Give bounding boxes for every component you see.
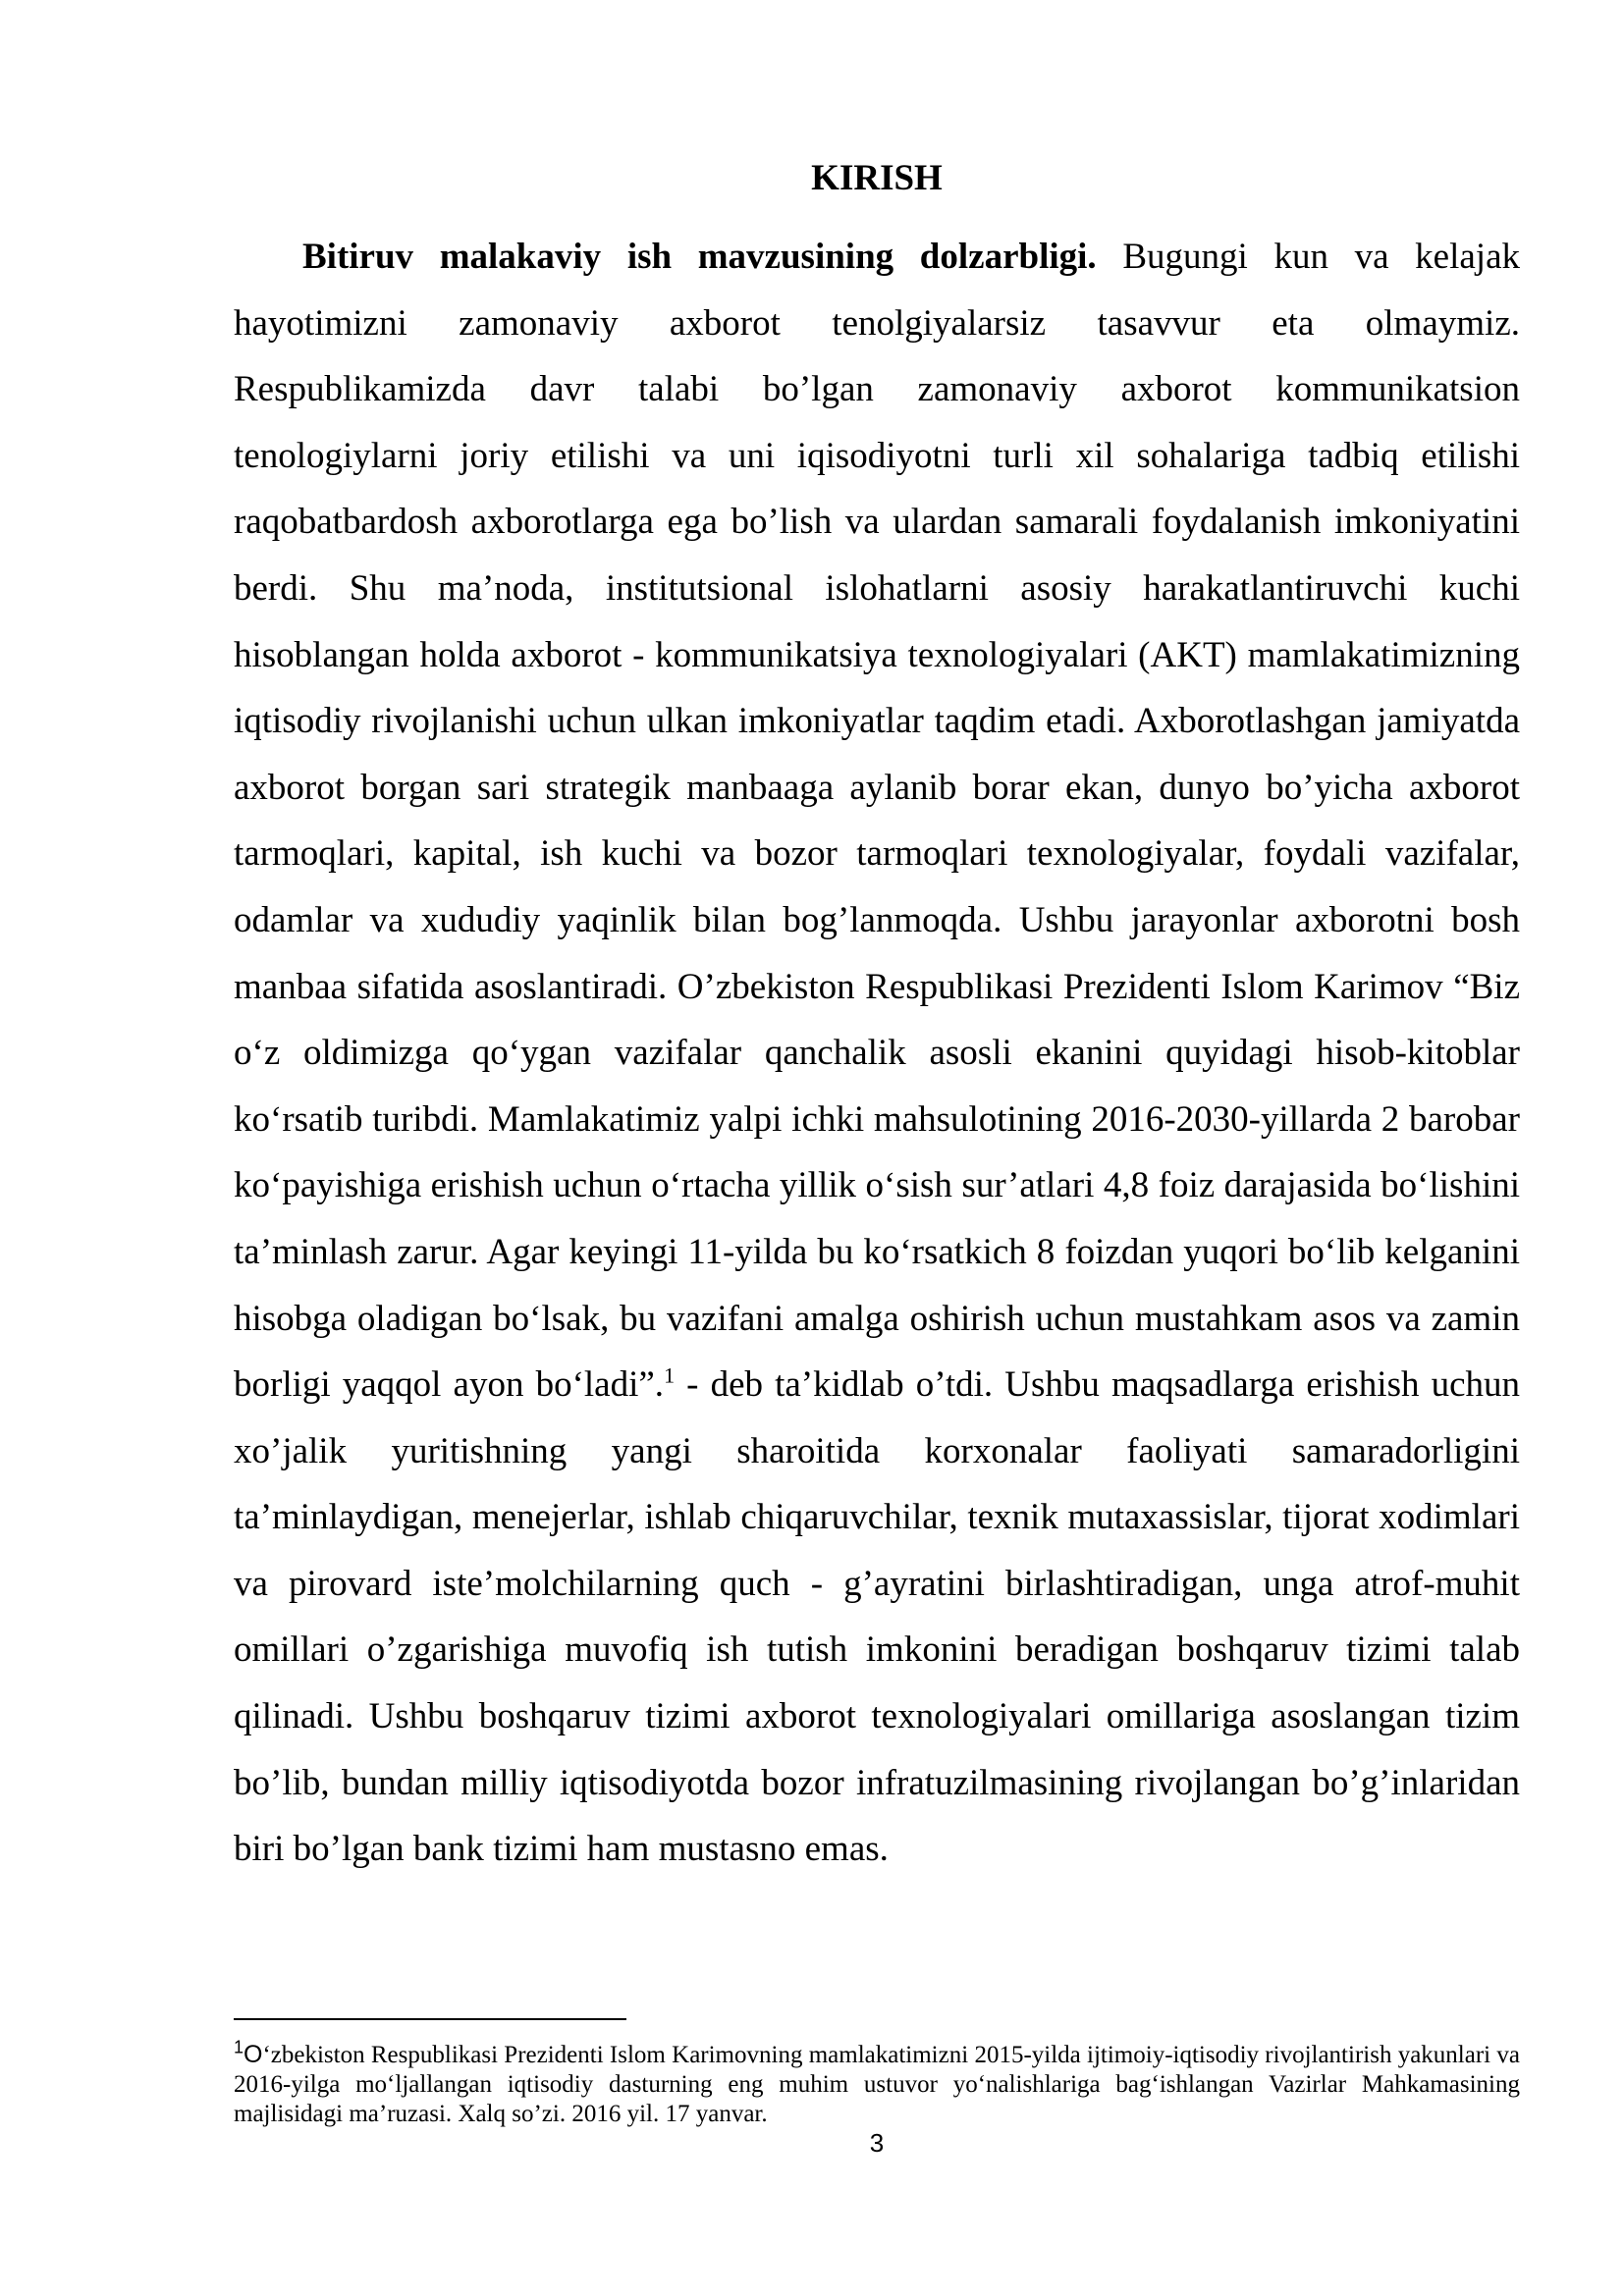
body-paragraph — [234, 224, 1520, 1883]
paragraph-lead: Bitiruv malakaviy ish mavzusining dolzarbligi. — [302, 237, 1097, 277]
page-heading: KIRISH — [811, 158, 943, 198]
footnote-text: ‘zbekiston Respublikasi Prezidenti Islom Karimovning mamlakatimizni 2015-yilda ijtimoiy-iqtisodiy rivojlantirish yakunlari va 2016-yilga mo‘ljallangan iqtisodiy dasturning eng muhim ustuvor yo‘nalishlariga bag‘ishlangan Vazirlar Mahkamasining majlisidagi ma’ruzasi. Xalq so’zi. 2016 yil. 17 yanvar. — [234, 2042, 1520, 2127]
footnote-reference[interactable]: 1 — [664, 1362, 676, 1388]
page-number: 3 — [869, 2128, 885, 2158]
footnote-separator — [234, 2018, 626, 2020]
footnote — [234, 2037, 1520, 2129]
paragraph-text-after-ref: - deb ta’kidlab o’tdi. Ushbu maqsadlarga erishish uchun xo’jalik yuritishning yangi sharoitida korxonalar faoliyati samaradorligini ta’minlaydigan, menejerlar, ishlab chiqaruvchilar, texnik mutaxassislar, tijorat xodimlari va pirovard iste’molchilarning quch - g’ayratini birlashtiradigan, unga atrof-muhit omillari o’zgarishiga muvofiq ish tutish imkonini beradigan boshqaruv tizimi talab qilinadi. Ushbu boshqaruv tizimi axborot texnologiyalari omillariga asoslangan tizim bo’lib, bundan milliy iqtisodiyotda bozor infratuzilmasining rivojlangan bo’g’inlaridan biri bo’lgan bank tizimi ham mustasno emas. — [234, 1364, 1521, 1870]
paragraph-text-before-ref: Bugungi kun va kelajak hayotimizni zamonaviy axborot tenolgiyalarsiz tasavvur eta olmaymiz. Respublikamizda davr talabi bo’lgan zamonaviy axborot kommunikatsion tenologiylarni joriy etilishi va uni iqisodiyotni turli xil sohalariga tadbiq etilishi raqobatbardosh axborotlarga ega bo’lish va ulardan samarali foydalanish imkoniyatini berdi. Shu ma’noda, institutsional islohatlarni asosiy harakatlantiruvchi kuchi hisoblangan holda axborot - kommunikatsiya texnologiyalari (AKT) mamlakatimizning iqtisodiy rivojlanishi uchun ulkan imkoniyatlar taqdim etadi. Axborotlashgan jamiyatda axborot borgan sari strategik manbaaga aylanib borar ekan, dunyo bo’yicha axborot tarmoqlari, kapital, ish kuchi va bozor tarmoqlari texnologiyalar, foydali vazifalar, odamlar va xududiy yaqinlik bilan bog’lanmoqda. Ushbu jarayonlar axborotni bosh manbaa sifatida asoslantiradi. O’zbekiston Respublikasi Prezidenti Islom Karimov “Biz o‘z oldimizga qo‘ygan vazifalar qanchalik asosli ekanini quyidagi hisob-kitoblar ko‘rsatib turibdi. Mamlakatimiz yalpi ichki mahsulotining 2016-2030-yillarda 2 barobar ko‘payishiga erishish uchun o‘rtacha yillik o‘sish sur’atlari 4,8 foiz darajasida bo‘lishini ta’minlash zarur. Agar keyingi 11-yilda bu ko‘rsatkich 8 foizdan yuqori bo‘lib kelganini hisobga oladigan bo‘lsak, bu vazifani amalga oshirish uchun mustahkam asos va zamin borligi yaqqol ayon bo‘ladi”. — [234, 237, 1520, 1406]
footnote-first-char: O — [244, 2041, 263, 2068]
footnote-mark: 1 — [234, 2037, 244, 2057]
